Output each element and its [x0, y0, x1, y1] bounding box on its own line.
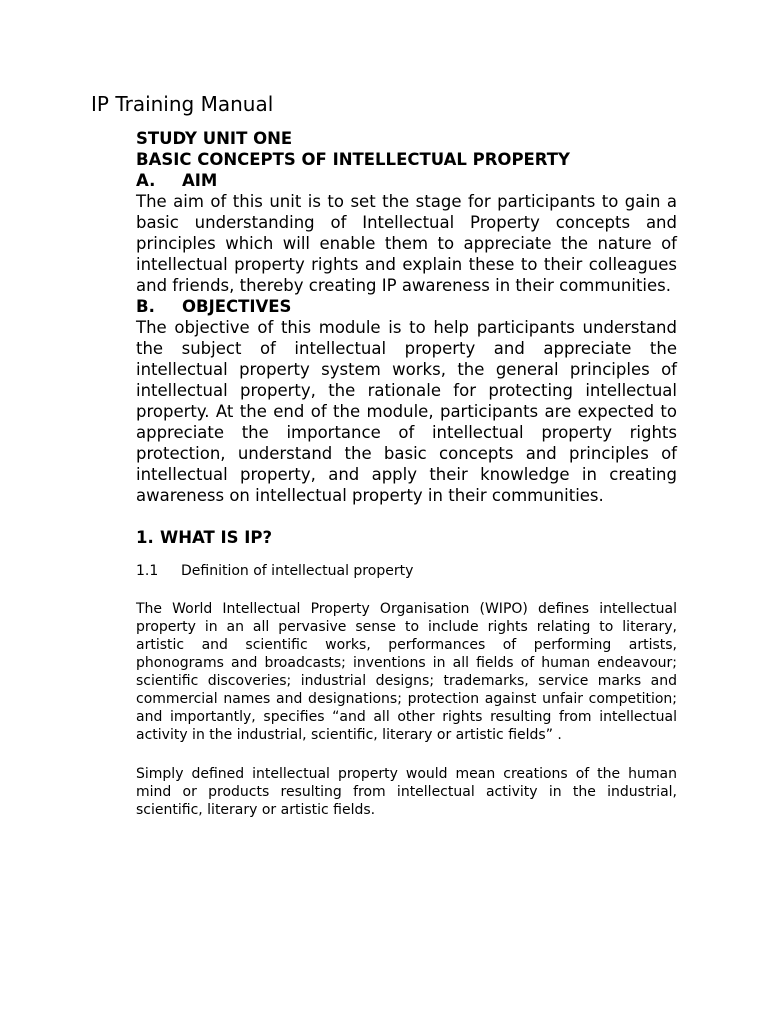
section-a-body: The aim of this unit is to set the stage for participants to gain a basic understanding of Intellectual Property concepts and principles which will enable them to appreciate the nature of intellectual property rights and explain these to their colleagues and friends, thereby creating IP awareness in their communities. [136, 192, 677, 295]
section-b-title: OBJECTIVES [182, 297, 292, 316]
subsection-1-1-heading [136, 562, 677, 580]
unit-title-heading: BASIC CONCEPTS OF INTELLECTUAL PROPERTY [136, 150, 570, 169]
section-b-heading [136, 296, 677, 317]
section-a-heading [136, 170, 677, 191]
study-unit-heading: STUDY UNIT ONE [136, 129, 293, 148]
subsection-1-1-number: 1.1 [136, 563, 159, 579]
section-b-letter: B. [136, 297, 155, 316]
section-1-heading [136, 527, 677, 548]
section-1-number: 1. [136, 528, 154, 547]
section-1-title: WHAT IS IP? [160, 528, 273, 547]
section-a-title: AIM [182, 171, 218, 190]
wipo-definition-paragraph: The World Intellectual Property Organisation (WIPO) defines intellectual property in an all pervasive sense to include rights relating to literary, artistic and scientific works, performances of performing artists, phonograms and broadcasts; inventions in all fields of human endeavour; scientific discoveries; industrial designs; trademarks, service marks and commercial names and designations; protection against unfair competition; and importantly, specifies “and all other rights resulting from intellectual activity in the industrial, scientific, literary or artistic fields” . [136, 601, 677, 743]
subsection-1-1-title: Definition of intellectual property [181, 563, 414, 579]
document-content [136, 128, 677, 819]
section-a-letter: A. [136, 171, 156, 190]
document-title: IP Training Manual [91, 92, 274, 116]
simple-definition-paragraph: Simply defined intellectual property would mean creations of the human mind or products resulting from intellectual activity in the industrial, scientific, literary or artistic fields. [136, 766, 677, 818]
section-b-body: The objective of this module is to help participants understand the subject of intellectual property and appreciate the intellectual property system works, the general principles of intellectual property, the rationale for protecting intellectual property. At the end of the module, participants are expected to appreciate the importance of intellectual property rights protection, understand the basic concepts and principles of intellectual property, and apply their knowledge in creating awareness on intellectual property in their communities. [136, 318, 677, 505]
